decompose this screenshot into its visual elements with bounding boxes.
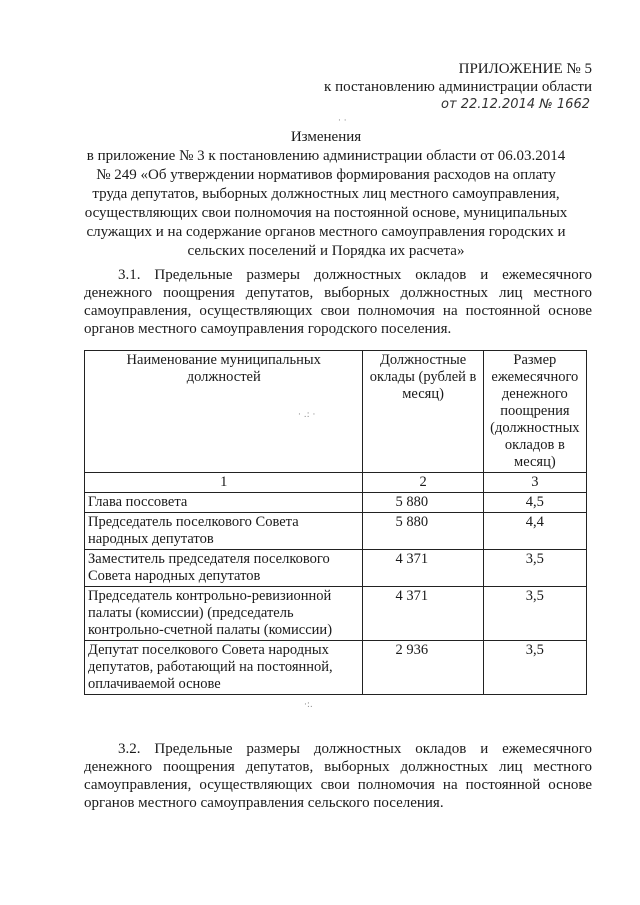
section-3-1-paragraph: 3.1. Предельные размеры должностных окладов и ежемесячного денежного поощрения депутатов, выборных должностных лиц местного самоуправления, осуществляющих свои полномочия на постоянной основе органов местного самоуправления городского поселения. <box>84 267 592 337</box>
bonus-value: 3,5 <box>483 550 586 587</box>
table-header-row <box>85 351 587 473</box>
salary-value: 5 880 <box>363 513 483 550</box>
table-row <box>85 513 587 550</box>
header-salary: Должностные оклады (рублей в месяц) <box>363 351 483 473</box>
position-name: Депутат поселкового Совета народных депутатов, работающий на постоянной, оплачиваемой основе <box>85 641 363 695</box>
document-heading <box>60 128 592 261</box>
handwritten-date: от 22.12.2014 № 1662 <box>441 97 590 112</box>
header-bonus: Размер ежемесячного денежного поощрения (должностных окладов в месяц) <box>483 351 586 473</box>
position-name: Заместитель председателя поселкового Совета народных депутатов <box>85 550 363 587</box>
table-row <box>85 587 587 641</box>
heading-line-5: осуществляющих свои полномочия на постоянной основе, муниципальных <box>84 205 568 221</box>
heading-line-4: труда депутатов, выборных должностных лиц местного самоуправления, <box>92 186 560 202</box>
column-number-row <box>85 473 587 493</box>
column-number-3: 3 <box>483 473 586 493</box>
section-3-2-paragraph: 3.2. Предельные размеры должностных окладов и ежемесячного денежного поощрения депутатов, выборных должностных лиц местного самоуправления, осуществляющих свои полномочия на постоянной основе органов местного самоуправления сельского поселения. <box>84 741 592 811</box>
scan-noise: ·:. <box>304 700 313 710</box>
salary-value: 4 371 <box>363 587 483 641</box>
heading-line-6: служащих и на содержание органов местного самоуправления городских и <box>86 224 566 240</box>
appendix-subtitle: к постановлению администрации области <box>324 79 592 95</box>
salary-value: 4 371 <box>363 550 483 587</box>
salary-value: 2 936 <box>363 641 483 695</box>
position-name: Председатель контрольно-ревизионной палаты (комиссии) (председатель контрольно-счетной палаты (комиссии) <box>85 587 363 641</box>
table-row <box>85 641 587 695</box>
bonus-value: 4,4 <box>483 513 586 550</box>
column-number-2: 2 <box>363 473 483 493</box>
position-name: Председатель поселкового Совета народных депутатов <box>85 513 363 550</box>
appendix-title: ПРИЛОЖЕНИЕ № 5 <box>458 61 592 77</box>
bonus-value: 4,5 <box>483 493 586 513</box>
bonus-value: 3,5 <box>483 587 586 641</box>
scan-noise: · .: · <box>298 410 316 420</box>
heading-line-7: сельских поселений и Порядка их расчета» <box>187 243 465 259</box>
bonus-value: 3,5 <box>483 641 586 695</box>
header-position-name: Наименование муниципальных должностей <box>85 351 363 473</box>
heading-line-1: Изменения <box>290 129 362 145</box>
scan-noise: · · <box>338 116 347 126</box>
table-row <box>85 550 587 587</box>
heading-line-3: № 249 «Об утверждении нормативов формирования расходов на оплату <box>96 167 556 183</box>
appendix-header <box>324 60 592 114</box>
position-name: Глава поссовета <box>85 493 363 513</box>
heading-line-2: в приложение № 3 к постановлению администрации области от 06.03.2014 <box>86 148 566 164</box>
salary-value: 5 880 <box>363 493 483 513</box>
column-number-1: 1 <box>85 473 363 493</box>
salary-limits-table <box>84 350 587 695</box>
table-row <box>85 493 587 513</box>
